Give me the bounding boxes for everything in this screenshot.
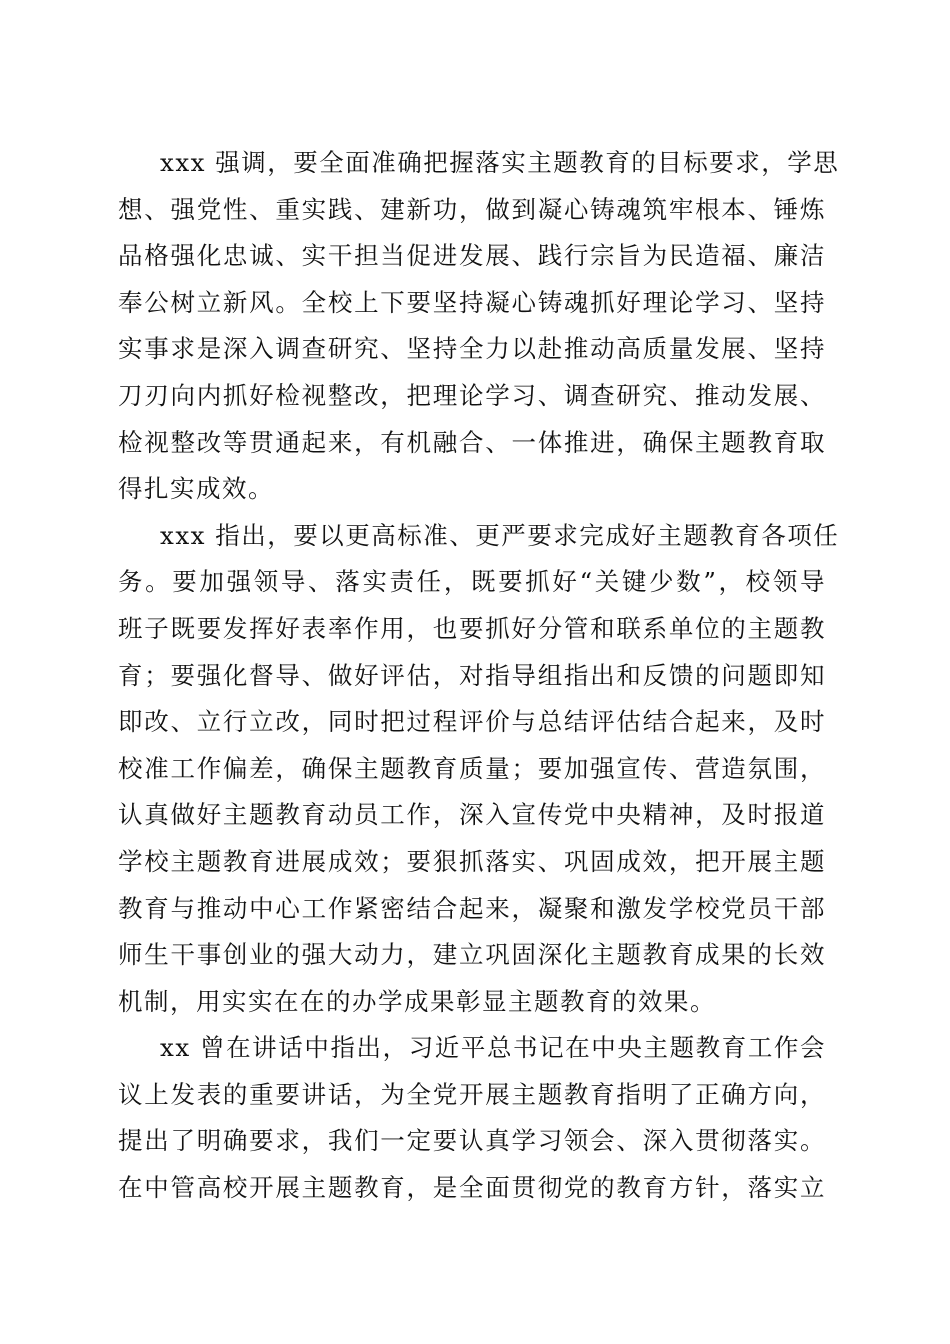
text-line: 认真做好主题教育动员工作，深入宣传党中央精神，及时报道 [118, 800, 826, 830]
text-line: 议上发表的重要讲话，为全党开展主题教育指明了正确方向， [118, 1079, 826, 1109]
document-body [118, 140, 840, 1212]
text-line: 学校主题教育进展成效；要狠抓落实、巩固成效，把开展主题 [118, 846, 826, 876]
text-line: 实事求是深入调查研究、坚持全力以赴推动高质量发展、坚持 [118, 334, 826, 364]
text-line: 机制，用实实在在的办学成果彰显主题教育的效果。 [118, 986, 716, 1016]
text-line: xxx 强调，要全面准确把握落实主题教育的目标要求，学思 [160, 148, 840, 177]
text-line: 刀刃向内抓好检视整改，把理论学习、调查研究、推动发展、 [118, 380, 826, 410]
text-line: 奉公树立新风。全校上下要坚持凝心铸魂抓好理论学习、坚持 [118, 287, 826, 317]
text-line: 育；要强化督导、做好评估，对指导组指出和反馈的问题即知 [118, 660, 826, 690]
text-line: xx 曾在讲话中指出，习近平总书记在中央主题教育工作会 [160, 1033, 826, 1063]
text-line: 想、强党性、重实践、建新功，做到凝心铸魂筑牢根本、锤炼 [118, 194, 826, 224]
text-line: 得扎实成效。 [118, 474, 274, 504]
text-line: 即改、立行立改，同时把过程评价与总结评估结合起来，及时 [118, 707, 826, 737]
text-line: 班子既要发挥好表率作用，也要抓好分管和联系单位的主题教 [118, 613, 826, 643]
text-line: 在中管高校开展主题教育，是全面贯彻党的教育方针，落实立 [118, 1173, 826, 1203]
text-line: 师生干事创业的强大动力，建立巩固深化主题教育成果的长效 [118, 940, 826, 970]
text-line: xxx 指出，要以更高标准、更严要求完成好主题教育各项任 [160, 520, 840, 550]
text-line: 品格强化忠诚、实干担当促进发展、践行宗旨为民造福、廉洁 [118, 241, 826, 271]
text-line: 务。要加强领导、落实责任，既要抓好“关键少数”，校领导 [118, 567, 826, 597]
paragraph [118, 1025, 826, 1211]
text-line: 教育与推动中心工作紧密结合起来，凝聚和激发学校党员干部 [118, 893, 826, 923]
paragraph [118, 140, 840, 513]
text-line: 检视整改等贯通起来，有机融合、一体推进，确保主题教育取 [118, 427, 826, 457]
paragraph [118, 513, 840, 1026]
text-line: 校准工作偏差，确保主题教育质量；要加强宣传、营造氛围， [118, 753, 826, 783]
text-line: 提出了明确要求，我们一定要认真学习领会、深入贯彻落实。 [118, 1126, 826, 1156]
